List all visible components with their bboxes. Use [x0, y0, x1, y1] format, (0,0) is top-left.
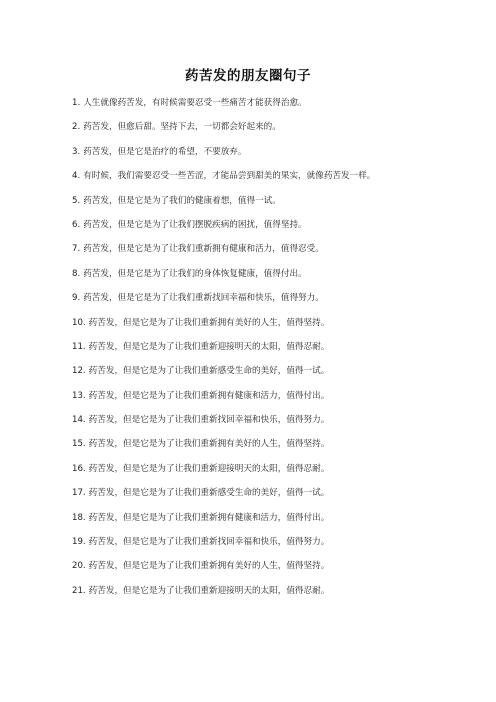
item-number: 1.	[72, 98, 81, 108]
list-item	[72, 218, 472, 242]
list-item	[72, 145, 472, 169]
item-text: 药苦发，但是它是为了让我们重新拥有健康和活力，值得忍受。	[83, 244, 324, 255]
list-item	[72, 169, 472, 193]
list-item	[72, 316, 472, 340]
numbered-list	[72, 96, 472, 608]
item-number: 17.	[72, 488, 86, 499]
list-item	[72, 267, 472, 291]
item-text: 人生就像药苦发，有时候需要忍受一些痛苦才能获得治愈。	[83, 98, 307, 108]
list-item	[72, 462, 472, 486]
item-text: 药苦发，但是它是为了让我们重新迎接明天的太阳，值得忍耐。	[88, 341, 330, 352]
item-number: 4.	[72, 171, 81, 182]
item-number: 11.	[72, 341, 86, 352]
list-item	[72, 511, 472, 535]
item-text: 有时候，我们需要忍受一些苦涩，才能品尝到甜美的果实，就像药苦发一样。	[83, 171, 376, 182]
item-number: 3.	[72, 146, 81, 157]
item-text: 药苦发，但是它是为了让我们重新找回幸福和快乐，值得努力。	[88, 537, 330, 548]
item-text: 药苦发，但愈后甜。坚持下去，一切都会好起来的。	[83, 122, 281, 133]
item-number: 9.	[72, 293, 81, 304]
list-item	[72, 413, 472, 437]
item-text: 药苦发，但是它是为了让我们重新感受生命的美好，值得一试。	[88, 488, 330, 499]
item-number: 20.	[72, 561, 86, 572]
list-item	[72, 389, 472, 413]
list-item	[72, 194, 472, 218]
list-item	[72, 584, 472, 608]
list-item	[72, 291, 472, 315]
item-text: 药苦发，但是它是为了让我们重新迎接明天的太阳，值得忍耐。	[88, 463, 330, 474]
page-title: 药苦发的朋友圈句子	[185, 68, 311, 84]
item-number: 19.	[72, 537, 86, 548]
item-text: 药苦发，但是它是为了让我们重新感受生命的美好，值得一试。	[88, 366, 330, 377]
item-text: 药苦发，但是它是治疗的希望，不要放弃。	[83, 146, 247, 157]
item-number: 8.	[72, 268, 81, 279]
item-text: 药苦发，但是它是为了让我们摆脱疾病的困扰，值得坚持。	[83, 219, 307, 230]
item-number: 5.	[72, 195, 81, 206]
item-text: 药苦发，但是它是为了让我们重新找回幸福和快乐，值得努力。	[83, 293, 324, 304]
item-text: 药苦发，但是它是为了让我们重新拥有美好的人生，值得坚持。	[88, 317, 330, 328]
list-item	[72, 120, 472, 144]
list-item	[72, 535, 472, 559]
item-text: 药苦发，但是它是为了让我们重新迎接明天的太阳，值得忍耐。	[88, 585, 330, 596]
item-number: 18.	[72, 512, 86, 523]
item-number: 2.	[72, 122, 81, 133]
list-item	[72, 96, 472, 120]
item-number: 7.	[72, 244, 81, 255]
item-number: 13.	[72, 390, 86, 401]
item-text: 药苦发，但是它是为了让我们重新找回幸福和快乐，值得努力。	[88, 415, 330, 426]
item-number: 6.	[72, 219, 81, 230]
list-item	[72, 437, 472, 461]
list-item	[72, 340, 472, 364]
item-number: 21.	[72, 585, 86, 596]
item-number: 12.	[72, 366, 86, 377]
list-item	[72, 559, 472, 583]
item-text: 药苦发，但是它是为了让我们的身体恢复健康，值得付出。	[83, 268, 307, 279]
item-text: 药苦发，但是它是为了让我们重新拥有美好的人生，值得坚持。	[88, 439, 330, 450]
item-number: 14.	[72, 415, 86, 426]
item-text: 药苦发，但是它是为了我们的健康着想，值得一试。	[83, 195, 281, 206]
item-number: 10.	[72, 317, 86, 328]
item-text: 药苦发，但是它是为了让我们重新拥有健康和活力，值得付出。	[88, 512, 330, 523]
item-number: 16.	[72, 463, 86, 474]
list-item	[72, 486, 472, 510]
list-item	[72, 242, 472, 266]
item-text: 药苦发，但是它是为了让我们重新拥有健康和活力，值得付出。	[88, 390, 330, 401]
item-number: 15.	[72, 439, 86, 450]
item-text: 药苦发，但是它是为了让我们重新拥有美好的人生，值得坚持。	[88, 561, 330, 572]
list-item	[72, 364, 472, 388]
